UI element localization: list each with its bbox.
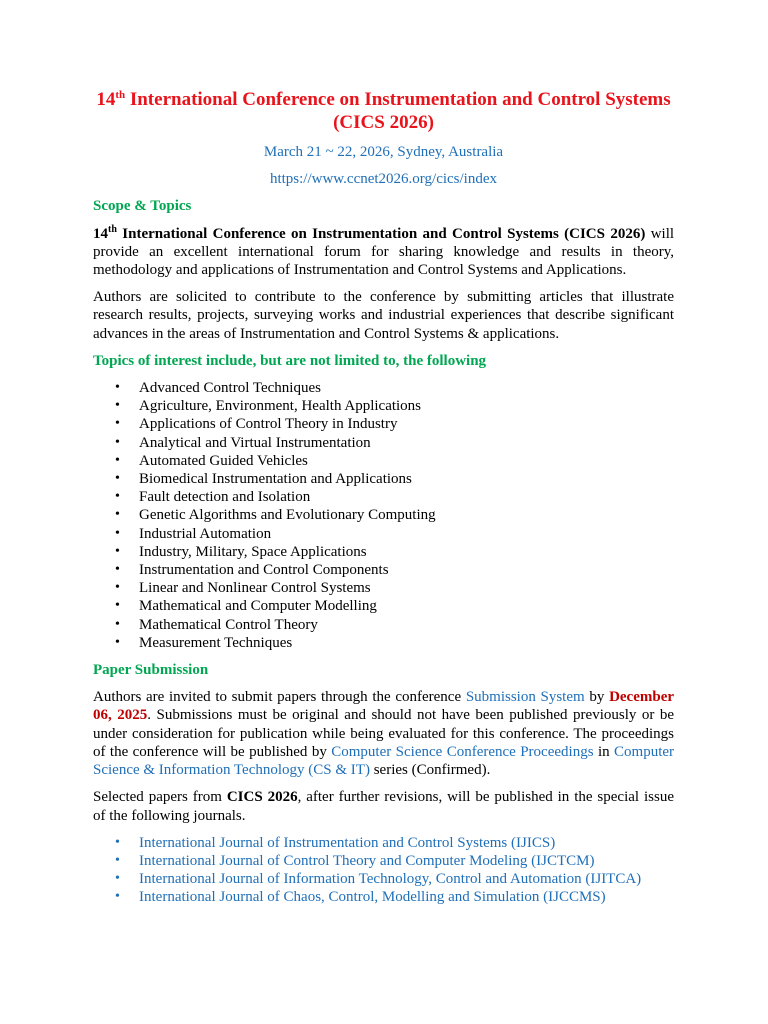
topic-item-text: Industry, Military, Space Applications: [139, 543, 367, 560]
journal-link-text[interactable]: International Journal of Control Theory and Computer Modeling (IJCTCM): [139, 852, 595, 869]
topic-item-text: Agriculture, Environment, Health Applications: [139, 398, 422, 415]
title-ordinal: 14: [96, 89, 116, 110]
submission-text-e: series (Confirmed).: [373, 762, 491, 779]
selected-papers-paragraph: [93, 788, 674, 824]
topic-item: [93, 379, 674, 397]
bullet-icon: •: [115, 525, 120, 541]
selected-text-a: Selected papers from: [93, 789, 222, 806]
submission-paragraph: [93, 688, 674, 779]
topic-item-text: Advanced Control Techniques: [139, 380, 321, 397]
topic-item-text: Mathematical Control Theory: [139, 616, 318, 633]
bullet-icon: •: [115, 562, 120, 578]
topic-item-text: Applications of Control Theory in Industry: [139, 416, 398, 433]
bullet-icon: •: [115, 507, 120, 523]
conference-url-link[interactable]: https://www.ccnet2026.org/cics/index: [269, 171, 498, 188]
topic-item-text: Fault detection and Isolation: [139, 489, 311, 506]
topic-item: [93, 488, 674, 506]
bullet-icon: •: [115, 489, 120, 505]
bullet-icon: •: [115, 434, 120, 450]
submission-text-c: . Submissions must be original and should not have been published previously or be under consideration for publication while being evaluated for this conference. The proceedings of the conference will be published by: [93, 707, 674, 760]
submission-system-link[interactable]: Submission System: [465, 689, 585, 706]
bullet-icon: •: [115, 889, 120, 905]
topic-item-text: Genetic Algorithms and Evolutionary Computing: [139, 507, 436, 524]
topics-heading: Topics of interest include, but are not limited to, the following: [93, 352, 487, 369]
scope-ordinal: 14: [93, 225, 108, 242]
scope-paragraph-2: Authors are solicited to contribute to the conference by submitting articles that illustrate research results, projects, surveying works and industrial experiences that describe significant advances in the areas of Instrumentation and Control Systems & applications.: [93, 289, 674, 342]
scope-conference-name: [93, 223, 646, 242]
journal-link[interactable]: [93, 852, 674, 870]
journal-link[interactable]: [93, 888, 674, 906]
scope-ordinal-suffix: th: [108, 223, 117, 235]
journal-link[interactable]: [93, 834, 674, 852]
submission-text-a: Authors are invited to submit papers through the conference: [93, 689, 462, 706]
topic-item: [93, 579, 674, 597]
journal-link-text[interactable]: International Journal of Chaos, Control, Modelling and Simulation (IJCCMS): [139, 889, 606, 906]
paper-submission-heading: Paper Submission: [93, 662, 209, 679]
selected-conference-name: CICS 2026: [226, 789, 298, 806]
bullet-icon: •: [115, 834, 120, 850]
bullet-icon: •: [115, 580, 120, 596]
topic-item-text: Measurement Techniques: [139, 634, 293, 651]
submission-deadline: December 06, 2025: [93, 689, 675, 724]
bullet-icon: •: [115, 452, 120, 468]
topic-item-text: Automated Guided Vehicles: [139, 452, 308, 469]
journal-link-text[interactable]: International Journal of Information Technology, Control and Automation (IJITCA): [139, 871, 642, 888]
document-content: [93, 88, 674, 907]
cs-it-series-link[interactable]: Computer Science & Information Technology (CS & IT): [93, 743, 675, 779]
title-ordinal-suffix: th: [115, 89, 126, 101]
journal-link[interactable]: [93, 870, 674, 888]
topic-item: [93, 415, 674, 433]
scope-paragraph-1-text: will provide an excellent international forum for sharing knowledge and results in theory, methodology and applications of Instrumentation and Control Systems and Applications.: [93, 225, 675, 279]
submission-text-d: in: [597, 743, 610, 760]
topic-item: [93, 506, 674, 524]
bullet-icon: •: [115, 416, 120, 432]
scope-paragraph-1: [93, 225, 674, 280]
topic-item: [93, 452, 674, 470]
topic-item: [93, 543, 674, 561]
bullet-icon: •: [115, 598, 120, 614]
topic-item: [93, 397, 674, 415]
topic-item: [93, 634, 674, 652]
topic-item: [93, 525, 674, 543]
topics-list: [93, 379, 674, 652]
page-title: [93, 88, 674, 134]
bullet-icon: •: [115, 543, 120, 559]
proceedings-link[interactable]: Computer Science Conference Proceedings: [331, 743, 594, 760]
topic-item-text: Analytical and Virtual Instrumentation: [139, 434, 371, 451]
bullet-icon: •: [115, 852, 120, 868]
topic-item: [93, 470, 674, 488]
bullet-icon: •: [115, 398, 120, 414]
journal-link-text[interactable]: International Journal of Instrumentation and Control Systems (IJICS): [139, 834, 556, 851]
bullet-icon: •: [115, 634, 120, 650]
scope-heading: Scope & Topics: [93, 198, 192, 215]
title-text: International Conference on Instrumentation and Control Systems (CICS 2026): [129, 89, 671, 133]
topic-item: [93, 561, 674, 579]
topic-item: [93, 616, 674, 634]
bullet-icon: •: [115, 471, 120, 487]
topic-item-text: Biomedical Instrumentation and Applications: [139, 471, 412, 488]
conference-dates: March 21 ~ 22, 2026, Sydney, Australia: [263, 144, 504, 160]
topic-item-text: Instrumentation and Control Components: [139, 562, 389, 579]
bullet-icon: •: [115, 871, 120, 887]
topic-item-text: Linear and Nonlinear Control Systems: [139, 580, 371, 597]
bullet-icon: •: [115, 380, 120, 396]
submission-text-b: by: [589, 689, 605, 706]
topic-item: [93, 434, 674, 452]
topic-item: [93, 597, 674, 615]
journals-list: [93, 834, 674, 907]
topic-item-text: Mathematical and Computer Modelling: [139, 598, 377, 615]
bullet-icon: •: [115, 616, 120, 632]
scope-bold-name: International Conference on Instrumentation and Control Systems (CICS 2026): [122, 225, 646, 242]
topic-item-text: Industrial Automation: [139, 525, 272, 542]
selected-text-b: , after further revisions, will be published in the special issue of the following journals.: [93, 789, 674, 824]
